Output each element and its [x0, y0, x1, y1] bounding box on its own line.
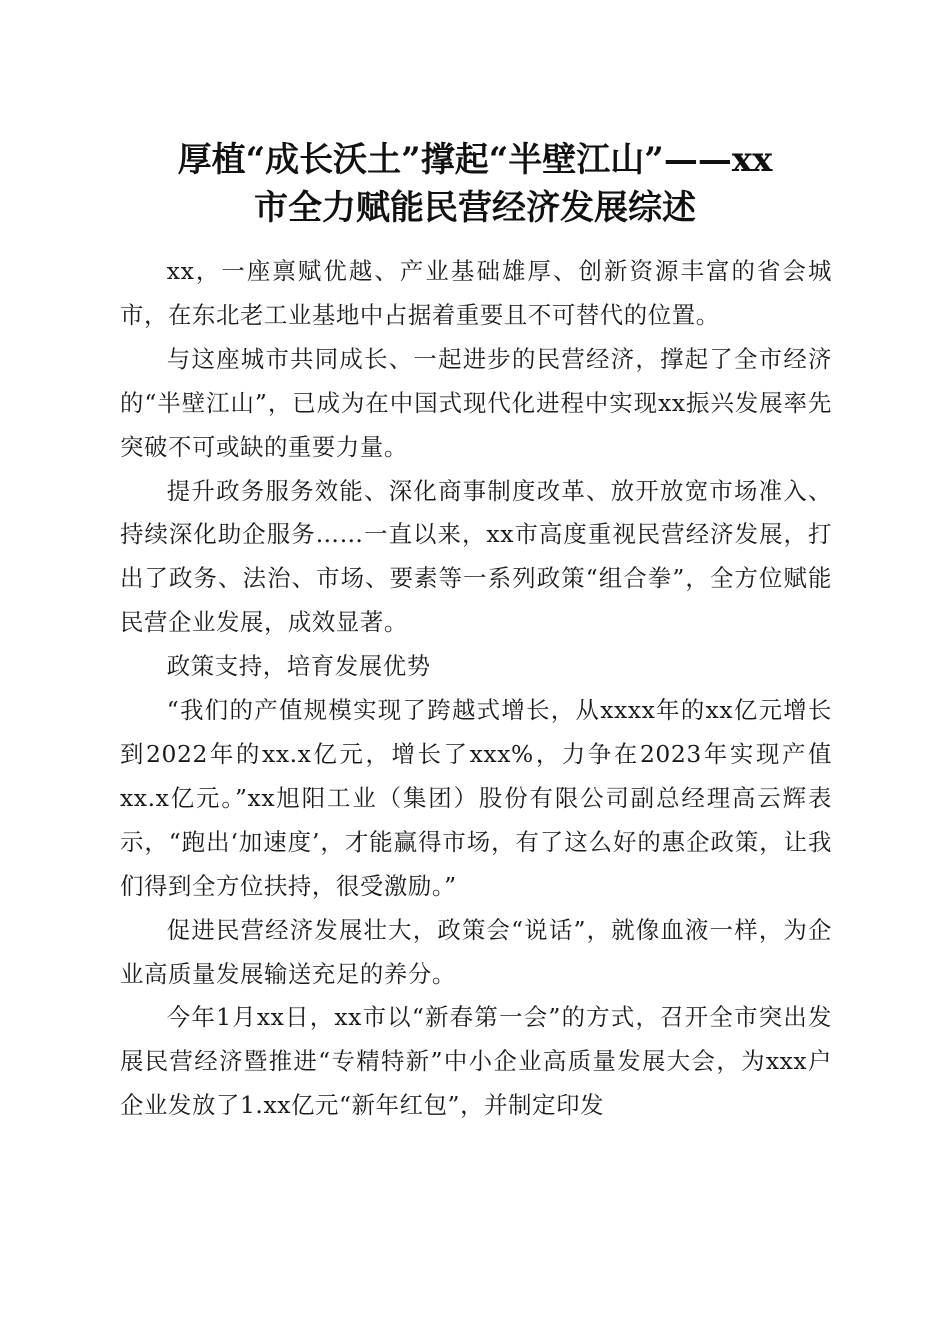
document-title	[110, 136, 840, 232]
title-line-2: 市全力赋能民营经济发展综述	[254, 188, 696, 228]
paragraph: 今年1月xx日，xx市以“新春第一会”的方式，召开全市突出发展民营经济暨推进“专精特新”中小企业高质量发展大会，为xxx户企业发放了1.xx亿元“新年红包”，并制定印发	[120, 1003, 832, 1120]
paragraph: “我们的产值规模实现了跨越式增长，从xxxx年的xx亿元增长到2022年的xx.x亿元，增长了xxx%，力争在2023年实现产值xx.x亿元。”xx旭阳工业（集团）股份有限公司副总经理高云辉表示，“跑出‘加速度’，才能赢得市场，有了这么好的惠企政策，让我们得到全方位扶持，很受激励。”	[120, 696, 832, 900]
paragraph: 促进民营经济发展壮大，政策会“说话”，就像血液一样，为企业高质量发展输送充足的养分。	[120, 915, 832, 988]
title-line-1: 厚植“成长沃土”撑起“半壁江山”——xx	[177, 140, 773, 180]
document-body	[120, 250, 832, 1128]
paragraph: 提升政务服务效能、深化商事制度改革、放开放宽市场准入、持续深化助企服务……一直以来，xx市高度重视民营经济发展，打出了政务、法治、市场、要素等一系列政策“组合拳”，全方位赋能民营企业发展，成效显著。	[120, 476, 832, 637]
section-heading: 政策支持，培育发展优势	[166, 652, 431, 681]
paragraph: xx，一座禀赋优越、产业基础雄厚、创新资源丰富的省会城市，在东北老工业基地中占据着重要且不可替代的位置。	[120, 257, 832, 329]
paragraph: 与这座城市共同成长、一起进步的民营经济，撑起了全市经济的“半壁江山”，已成为在中国式现代化进程中实现xx振兴发展率先突破不可或缺的重要力量。	[120, 344, 832, 461]
